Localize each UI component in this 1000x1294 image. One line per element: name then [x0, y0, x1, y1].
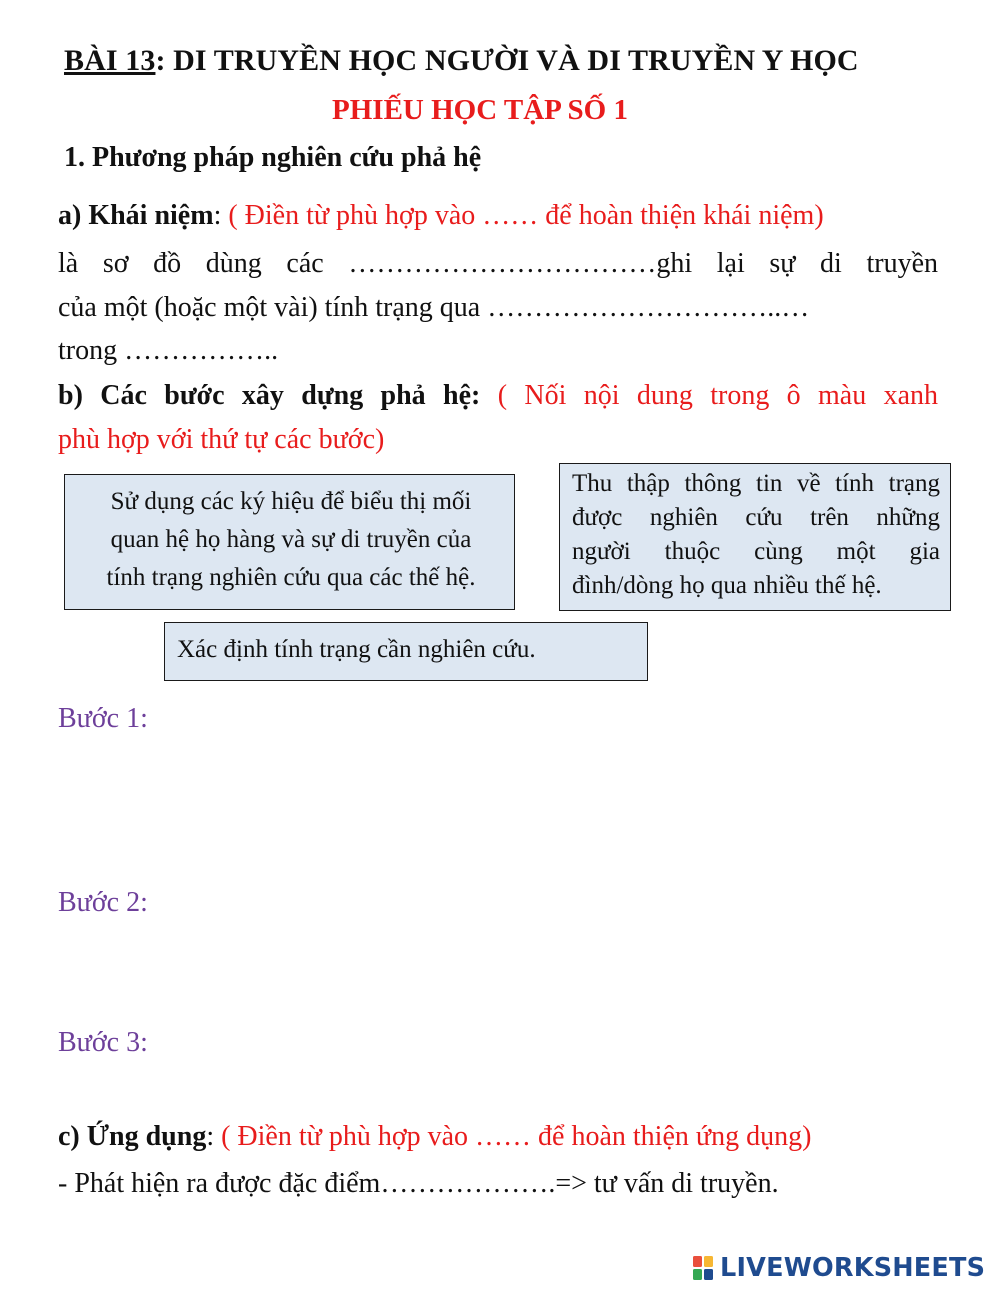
answer-box-symbols[interactable]	[64, 474, 515, 610]
step-3-label: Bước 3:	[58, 1027, 148, 1058]
part-a-heading	[58, 200, 824, 232]
liveworksheets-logo-icon	[692, 1254, 716, 1282]
part-a-line1-start: là sơ đồ dùng các	[58, 248, 324, 279]
step-2-label: Bước 2:	[58, 887, 148, 918]
part-c-line-1[interactable]: - Phát hiện ra được đặc điểm……………….=> tư vấn di truyền.	[58, 1168, 779, 1199]
part-a-colon: :	[213, 200, 222, 231]
box1-line: tính trạng nghiên cứu qua các thế hệ.	[106, 564, 476, 591]
part-a-line-2[interactable]: của một (hoặc một vài) tính trạng qua …………………………..…	[58, 292, 810, 323]
lesson-title	[64, 44, 859, 78]
part-b-label: b) Các bước xây dựng phả hệ:	[58, 380, 481, 411]
answer-box-collect-info[interactable]	[559, 463, 951, 611]
liveworksheets-logo	[692, 1251, 985, 1285]
step-3-drop-zone[interactable]	[170, 1024, 650, 1064]
part-a-label: a) Khái niệm	[58, 200, 214, 231]
step-1-label: Bước 1:	[58, 703, 148, 734]
box2-line: người thuộc cùng một gia	[572, 538, 940, 565]
lesson-number: BÀI 13	[64, 44, 156, 77]
fill-blank-1[interactable]	[348, 248, 938, 279]
part-a-instruction: ( Điền từ phù hợp vào …… để hoàn thiện khái niệm)	[221, 200, 824, 231]
part-a-line-1	[58, 248, 938, 280]
step-1-drop-zone[interactable]	[170, 700, 650, 740]
part-c-heading	[58, 1121, 811, 1153]
section-heading: 1. Phương pháp nghiên cứu phả hệ	[64, 142, 482, 173]
part-b-heading	[58, 380, 938, 412]
part-c-instruction: ( Điền từ phù hợp vào …… để hoàn thiện ứng dụng)	[214, 1121, 812, 1152]
answer-box-identify-trait[interactable]: Xác định tính trạng cần nghiên cứu.	[164, 622, 648, 681]
box2-line: được nghiên cứu trên những	[572, 504, 940, 531]
part-c-colon: :	[206, 1121, 215, 1152]
part-a-line1-end: ghi lại sự di truyền	[656, 248, 938, 279]
box1-line: Sử dụng các ký hiệu để biểu thị mối	[110, 488, 472, 515]
lesson-title-text: : DI TRUYỀN HỌC NGƯỜI VÀ DI TRUYỀN Y HỌC	[155, 44, 859, 77]
box2-line: đình/dòng họ qua nhiều thế hệ.	[572, 572, 882, 599]
box1-line: quan hệ họ hàng và sự di truyền của	[110, 526, 472, 553]
worksheet-title: PHIẾU HỌC TẬP SỐ 1	[332, 94, 628, 126]
part-a-line-3[interactable]: trong ……………..	[58, 335, 279, 366]
blank-1-dots: ……………………………	[348, 248, 657, 279]
part-b-instruction-1: ( Nối nội dung trong ô màu xanh	[497, 380, 938, 411]
part-b-instruction-2: phù hợp với thứ tự các bước)	[58, 424, 385, 455]
part-c-label: c) Ứng dụng	[58, 1121, 207, 1152]
step-2-drop-zone[interactable]	[170, 884, 650, 924]
liveworksheets-logo-text: LIVEWORKSHEETS	[720, 1253, 986, 1283]
box2-line: Thu thập thông tin về tính trạng	[572, 470, 940, 497]
